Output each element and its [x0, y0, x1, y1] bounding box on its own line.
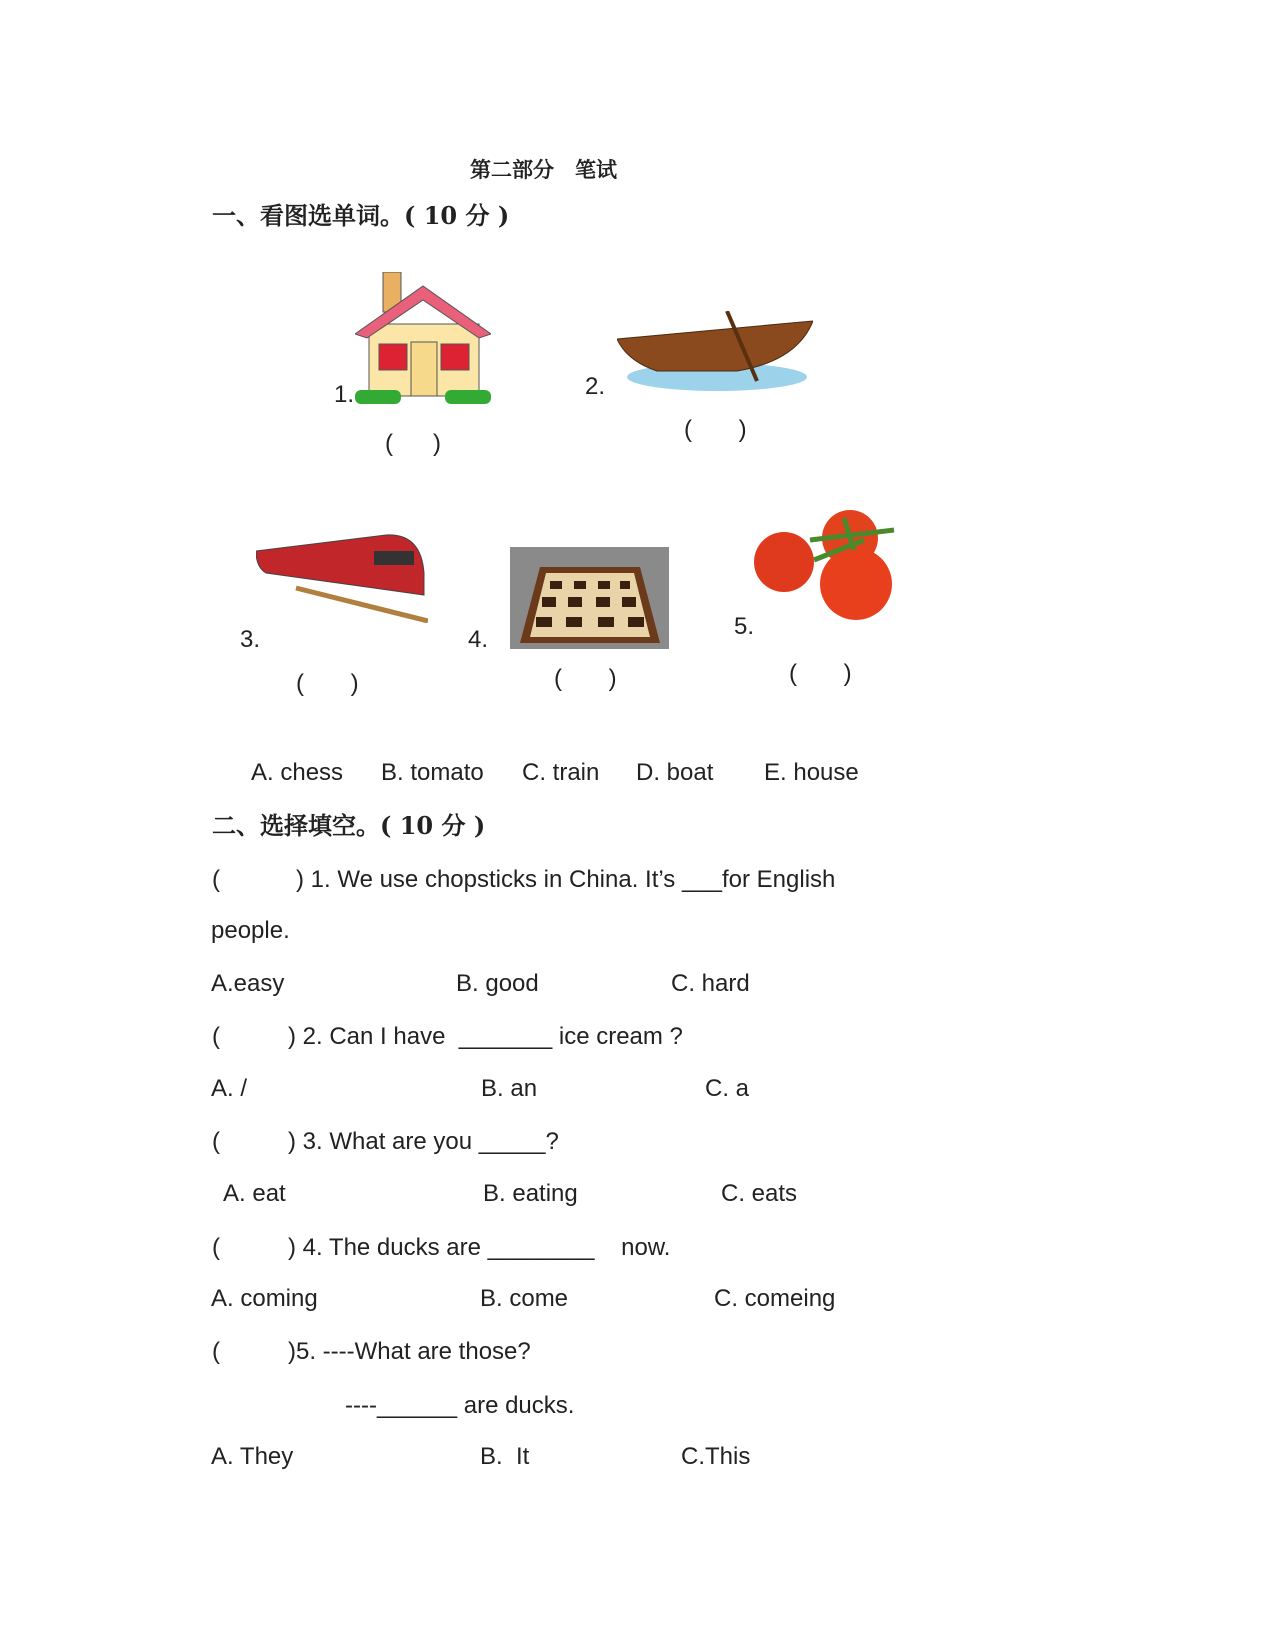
option-a: A. They	[211, 1443, 294, 1470]
answer-paren[interactable]: (	[212, 1023, 220, 1050]
option-c: C. train	[522, 759, 600, 786]
option-b: B. good	[456, 970, 539, 997]
question-2: ) 2. Can I have _______ ice cream ?	[288, 1023, 683, 1050]
question-3: ) 3. What are you _____?	[288, 1128, 559, 1155]
boat-icon	[617, 311, 813, 395]
house-icon	[355, 272, 491, 406]
train-icon	[256, 533, 428, 623]
option-b: B. an	[481, 1075, 538, 1102]
page-title: 第二部分 笔试	[470, 157, 617, 182]
chess-icon	[510, 547, 669, 649]
option-e: E. house	[764, 759, 859, 786]
answer-paren[interactable]: (	[212, 1128, 220, 1155]
question-4: ) 4. The ducks are ________ now.	[288, 1234, 671, 1261]
option-a: A.easy	[211, 970, 285, 997]
option-c: C.This	[681, 1443, 751, 1470]
section2-heading: 二、选择填空。( 10 分 )	[212, 811, 486, 840]
option-c: C. comeing	[714, 1285, 836, 1312]
item-number: 3.	[240, 626, 261, 653]
option-c: C. hard	[671, 970, 750, 997]
item-number: 5.	[734, 613, 755, 640]
answer-blank[interactable]: ( )	[385, 430, 441, 457]
section1-heading: 一、看图选单词。( 10 分 )	[212, 201, 510, 230]
option-a: A. chess	[251, 759, 344, 786]
answer-blank[interactable]: ( )	[296, 670, 359, 697]
option-d: D. boat	[636, 759, 714, 786]
option-b: B. tomato	[381, 759, 484, 786]
option-c: C. eats	[721, 1180, 798, 1207]
answer-blank[interactable]: ( )	[554, 665, 617, 692]
answer-paren[interactable]: (	[212, 866, 220, 893]
question-5-continued: ----______ are ducks.	[345, 1392, 575, 1419]
option-a: A. eat	[223, 1180, 286, 1207]
question-1: ) 1. We use chopsticks in China. It’s ___for English	[296, 866, 836, 893]
answer-paren[interactable]: (	[212, 1338, 220, 1365]
item-number: 2.	[585, 373, 606, 400]
item-number: 4.	[468, 626, 489, 653]
item-number: 1.	[334, 381, 355, 408]
option-b: B. It	[480, 1443, 530, 1470]
question-5: )5. ----What are those?	[288, 1338, 531, 1365]
tomato-icon	[754, 510, 901, 620]
option-b: B. eating	[483, 1180, 578, 1207]
question-1-continued: people.	[211, 917, 290, 944]
answer-blank[interactable]: ( )	[789, 660, 852, 687]
answer-paren[interactable]: (	[212, 1234, 220, 1261]
option-a: A. coming	[211, 1285, 318, 1312]
answer-blank[interactable]: ( )	[684, 416, 747, 443]
option-a: A. /	[211, 1075, 248, 1102]
option-c: C. a	[705, 1075, 750, 1102]
option-b: B. come	[480, 1285, 569, 1312]
